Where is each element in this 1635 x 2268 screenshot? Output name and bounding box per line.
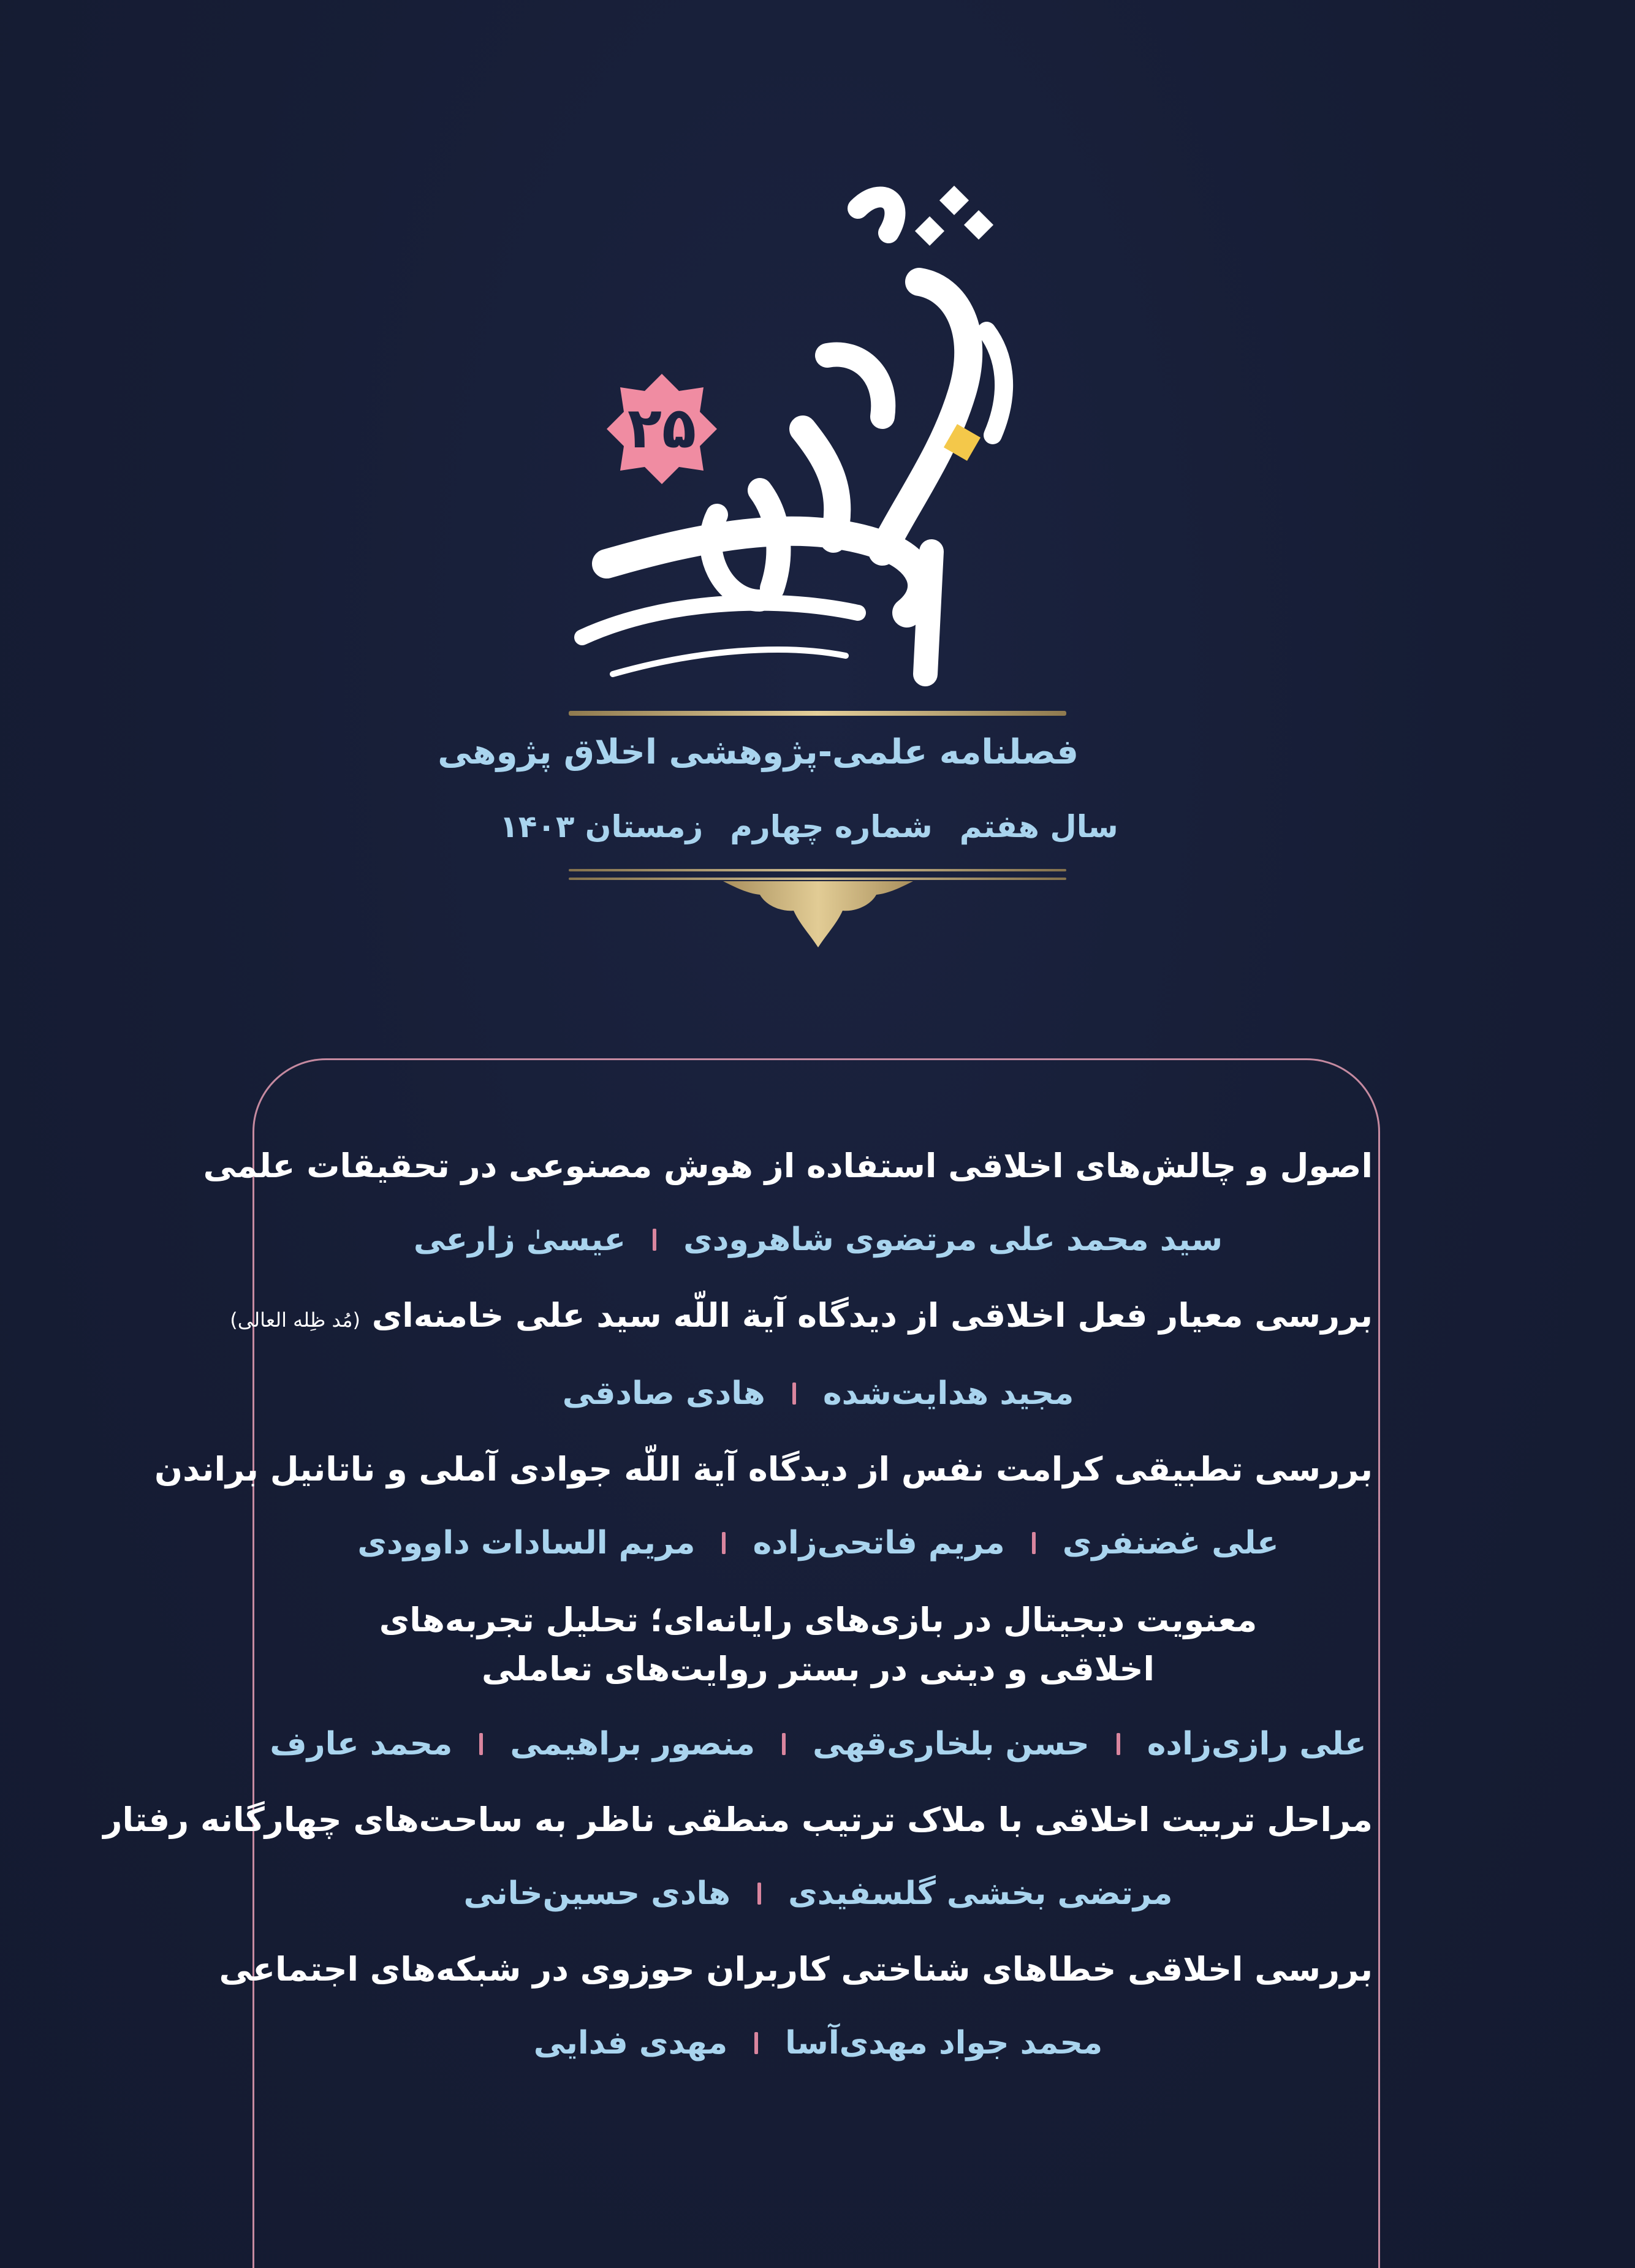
issue-number: ۲۵ [627,395,697,461]
article-6 [219,1946,1373,2066]
author-separator [653,1229,656,1251]
journal-logo [539,172,1091,711]
author-name: علی رازی‌زاده [1147,1726,1367,1762]
author-name: هادی حسین‌خانی [463,1875,731,1912]
journal-subtitle: فصلنامه علمی-پژوهشی اخلاق پژوهی [438,732,1079,772]
author-name: مرتضی بخشی گلسفیدی [788,1875,1173,1912]
author-name: حسن بلخاری‌قهی [813,1726,1090,1762]
author-name: مریم السادات داوودی [357,1525,696,1561]
author-name: محمد عارف [270,1726,453,1762]
article-3 [154,1446,1373,1566]
issue-number-text: شماره چهارم [730,809,933,844]
article-authors [264,2020,1373,2066]
article-list [103,1143,1373,2096]
author-name: مجید هدایت‌شده [822,1375,1074,1412]
article-title [230,1292,1373,1343]
author-name: عیسیٰ زارعی [413,1221,626,1258]
author-name: منصور براهیمی [510,1726,756,1762]
article-title-text: بررسی معیار فعل اخلاقی از دیدگاه آیة اللّه سید علی خامنه‌ای [371,1296,1373,1335]
article-title: مراحل تربیت اخلاقی با ملاک ترتیب منطقی ناظر به ساحت‌های چهارگانه رفتار [103,1800,1373,1839]
gold-rule-top [569,711,1066,716]
article-authors [264,1870,1373,1917]
issue-year: سال هفتم [959,809,1118,844]
article-authors [264,1721,1373,1767]
article-title: بررسی تطبیقی کرامت نفس از دیدگاه آیة اللّه جوادی آملی و ناتانیل براندن [154,1450,1373,1489]
author-name: سید محمد علی مرتضوی شاهرودی [683,1221,1223,1258]
issue-season: زمستان ۱۴۰۳ [499,809,704,844]
author-separator [1032,1532,1036,1554]
author-name: هادی صادقی [562,1375,765,1412]
author-separator [754,2032,758,2054]
article-title: معنویت دیجیتال در بازی‌های رایانه‌ای؛ تحلیل تجربه‌های اخلاقی و دینی در بستر روایت‌های تعاملی [379,1601,1258,1688]
article-1 [203,1143,1373,1263]
article-title-note: (مُد ظِله العالی) [230,1308,360,1332]
author-name: مهدی فدایی [533,2025,728,2061]
author-separator [479,1733,483,1755]
article-2 [230,1292,1373,1417]
article-title: بررسی اخلاقی خطاهای شناختی کاربران حوزوی در شبکه‌های اجتماعی [219,1950,1373,1989]
author-separator [782,1733,786,1755]
issue-badge [607,374,717,484]
author-name: محمد جواد مهدی‌آسا [785,2025,1103,2061]
gold-rule-bottom-2 [569,878,1066,880]
article-title: اصول و چالش‌های اخلاقی استفاده از هوش مصنوعی در تحقیقات علمی [203,1147,1373,1185]
author-separator [1117,1733,1120,1755]
article-authors [264,1216,1373,1263]
author-name: مریم فاتحی‌زاده [753,1525,1005,1561]
author-separator [792,1382,796,1405]
issue-info [499,809,1118,844]
article-authors [264,1370,1373,1417]
gold-rule-bottom-1 [569,869,1066,871]
article-authors [264,1520,1373,1566]
article-4 [264,1596,1373,1767]
article-5 [103,1797,1373,1917]
ornament-icon [723,881,913,949]
author-name: علی غضنفری [1062,1525,1279,1561]
author-separator [757,1883,761,1905]
author-separator [722,1532,726,1554]
